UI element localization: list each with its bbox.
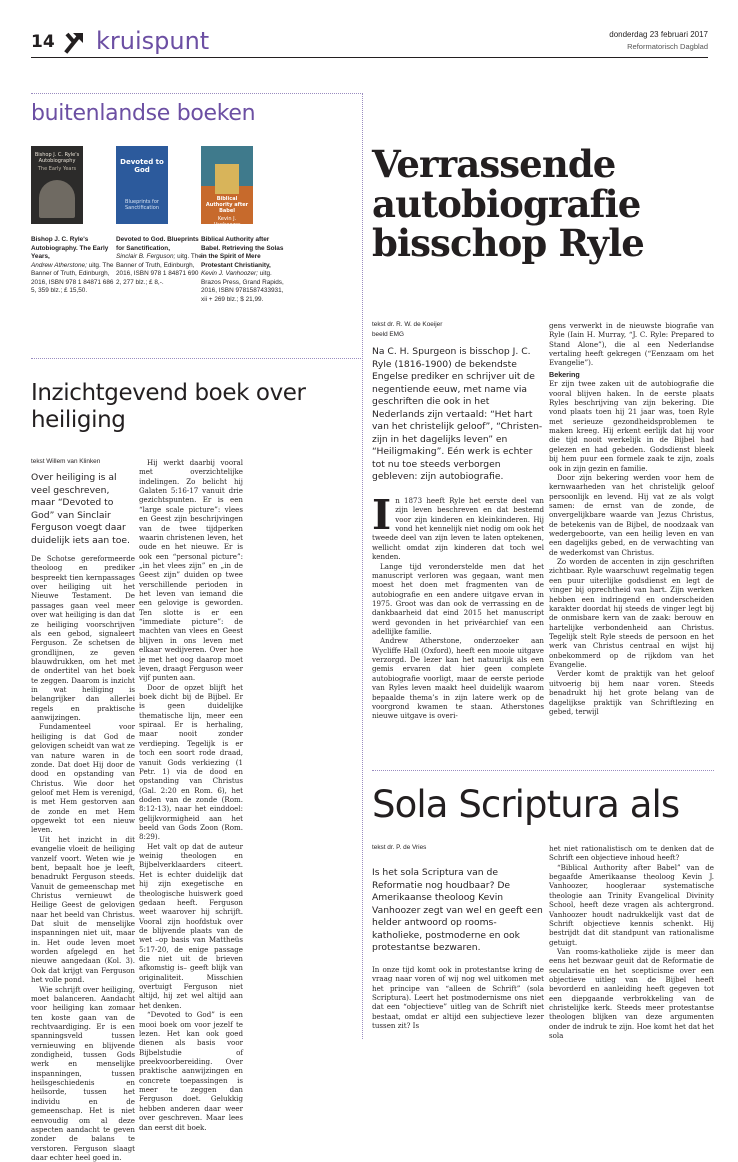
book-cover-devoted — [116, 146, 168, 224]
book-author: Kevin J. Vanhoozer; — [201, 270, 258, 278]
paragraph: Hij werkt daarbij vooral met overzichtelijke indelingen. Zo belicht hij Galaten 5:16-17 vanuit drie gezichtspunten. Er is een “large scale picture”: vlees en Geest zijn beschrijvingen van de twee tijdperken waarin christenen leven, het oude en het nieuwe. Er is ook een “personal picture”: „in het vlees zijn” en „in de Geest zijn” duiden op twee verschillende perioden in het leven van iemand die een gelovige is geworden. Ten slotte is er een “immediate picture”: de machten van vlees en Geest blijven in ons leven met elkaar wedijveren. Over hoe je met het oog daarop moet leven, draagt Ferguson weer vijf punten aan. — [139, 458, 243, 683]
paragraph-first — [372, 491, 544, 562]
book-details: uitg. The Banner of Truth, Edinburgh, 2016, ISBN 978 1 84871 686 5, 359 blz.; £ 15,50. — [31, 261, 114, 295]
paragraph: Het valt op dat de auteur weinig theologen en Bijbelverklaarders citeert. Het is echter duidelijk dat hij zijn exegetische en theologische huiswerk goed gedaan heeft. Ferguson weet waarover hij schrijft. Vooral zijn hoofdstuk over de blijvende plaats van de wet –op basis van Mattheüs 5:17-20, de enige passage die niet uit de brieven afkomstig is– geeft blijk van originaliteit. Misschien overtuigt Ferguson niet altijd, hij zet wel altijd aan het denken. — [139, 841, 243, 1010]
book-info-devoted — [116, 236, 202, 287]
column-divider — [362, 93, 363, 1039]
cover-title: Bishop J. C. Ryle's Autobiography — [34, 152, 80, 164]
book-info-ryle — [31, 236, 117, 296]
article3-lead: Is het sola Scriptura van de Reformatie nog houdbaar? De Amerikaanse theoloog Kevin Vanhoozer zegt van wel en geeft een helder antwoord op rooms-katholieke, postmoderne en ook protestantse bezwaren. — [372, 867, 543, 954]
cover-subtitle: Kevin J. Vanhoozer — [213, 216, 241, 228]
book-title: Bishop J. C. Ryle's Autobiography. The Early Years, — [31, 236, 109, 261]
article3-title: Sola Scriptura als — [372, 783, 680, 826]
paragraph: “Devoted to God” is een mooi boek om voor jezelf te lezen. Het kan ook goed dienen als basis voor Bijbelstudie of preekvoorbereiding. Over praktische aanwijzingen en concrete toepassingen is meer te zeggen dan Ferguson doet. Gelukkig hebben anderen daar weer over geschreven. Maar lees dan eerst dit boek. — [139, 1010, 243, 1132]
drop-cap: I — [372, 491, 392, 539]
book-details: uitg. The Banner of Truth, Edinburgh, 2016, ISBN 978 1 84871 690 2, 277 blz.; £ 8,-. — [116, 253, 202, 286]
book-info-babel — [201, 236, 287, 304]
book-author: Andrew Atherstone; — [31, 261, 87, 269]
paragraph: De Schotse gereformeerde theoloog en prediker bespreekt tien kernpassages over heiliging uit het Nieuwe Testament. De passages gaan veel meer over wat heiliging is dan dat ze heiliging voorschrijven als een gebod, signaleert Ferguson. Ze schetsen de grondlijnen, ze geven blauwdrukken, om het met de ondertitel van het boek te zeggen. Daarom is inzicht in wat heiliging is belangrijker dan allerlei regels en praktische aanwijzingen. — [31, 554, 135, 723]
book-details: uitg. Brazos Press, Grand Rapids, 2016, ISBN 9781587433931, xii + 269 blz.; $ 21,99. — [201, 270, 284, 303]
subheading: Bekering — [549, 369, 580, 379]
book-cover-babel — [201, 146, 253, 228]
article2-photo-credit: beeld EMG — [372, 331, 404, 338]
paragraph: gens verwerkt in de nieuwste biografie van Ryle (Iain H. Murray, “J. C. Ryle: Prepared to Stand Alone”), die al een Nederlandse vertaling heeft gekregen (“Eenzaam om het Evangelie”). — [549, 321, 714, 368]
crossroads-arrow-icon — [64, 30, 86, 54]
book-author: Sinclair B. Ferguson; — [116, 253, 176, 261]
article2-lead: Na C. H. Spurgeon is bisschop J. C. Ryle (1816-1900) de bekendste Engelse prediker en schrijver uit de negentiende eeuw, met name via geschriften die ook in het Nederlands zijn vertaald: “Het hart van het christelijk geloof”, “Christen-zijn in het dagelijks leven” en “Heiligmaking”. Eén werk is echter tot nu toe steeds verborgen gebleven: zijn autobiografie. — [372, 346, 543, 483]
article1-byline: tekst Willem van Klinken — [31, 458, 101, 465]
article1-lead: Over heiliging is al veel geschreven, maar “Devoted to God” van Sinclair Ferguson voegt daar duidelijk iets aan toe. — [31, 472, 130, 546]
page-number: 14 — [31, 32, 55, 52]
cover-title: Biblical Authority after Babel — [205, 196, 249, 214]
cover-title: Devoted to God — [120, 158, 164, 175]
article3-column-1 — [372, 965, 544, 1031]
article3-column-2 — [549, 844, 714, 1041]
paragraph: Wie schrijft over heiliging, moet balanceren. Aandacht voor heiliging kan zomaar ten koste gaan van de rechtvaardiging. Er is een spanningsveld tussen vernieuwing en blijvende zondigheid, tussen Gods werk en menselijke inspanningen, tussen heilsgeschiedenis en heilsorde, tussen het individu en de gemeenschap. Het is niet eenvoudig om al deze aspecten aandacht te geven zonder de balans te verstoren. Ferguson slaagt daar echter heel goed in. — [31, 984, 135, 1162]
article1-title: Inzichtgevend boek over heiliging — [31, 380, 306, 434]
paragraph: Fundamenteel voor heiliging is dat God de gelovigen scheidt van wat ze van nature waren in de zonde. Dat doet Hij door de dood en opstanding van Christus. Wie door het geloof met Hem is verenigd, is met Hem gestorven aan de zonde en met Hem opgewekt tot een nieuw leven. — [31, 722, 135, 835]
newspaper-name: Reformatorisch Dagblad — [627, 42, 708, 51]
paragraph: Andrew Atherstone, onderzoeker aan Wycliffe Hall (Oxford), heeft een mooie uitgave verzorgd. De lezer kan het natuurlijk als een gemis ervaren dat hier geen complete autobiografie voorligt, maar de eerste periode van Ryles leven maakt heel duidelijk waarom bepaalde thema’s in zijn latere werk op de voorgrond kwamen te staan. Atherstones nieuwe uitgave is overi- — [372, 636, 544, 721]
article-separator — [372, 770, 714, 771]
article2-column-1 — [372, 491, 544, 721]
paragraph: Lange tijd veronderstelde men dat het manuscript verloren was gegaan, want men moest het doen met fragmenten van de autobiografie en een andere uitgave ervan in 1975. Groot was dan ook de verrassing en de dankbaarheid dat eind 2015 het manuscript werd gevonden in het privéarchief van een adellijke familie. — [372, 561, 544, 637]
cover-subtitle: Blueprints for Sanctification — [124, 198, 160, 211]
paragraph: Door de opzet blijft het boek dicht bij de Bijbel. Er is geen duidelijke thematische lijn, meer een spiraal. Er is herhaling, maar nooit zonder verdieping. Tegelijk is er toch een soort rode draad, vanuit Gods verkiezing (1 Petr. 1) via de dood en opstanding van Christus (Gal. 2:20 en Rom. 6), het doden van de zonde (Rom. 8:12-13), naar het einddoel: gelijkvormigheid aan het beeld van Gods Zoon (Rom. 8:29). — [139, 682, 243, 842]
books-heading: buitenlandse boeken — [31, 101, 256, 126]
cover-subtitle: The Early Years — [37, 166, 77, 172]
article3-byline: tekst dr. P. de Vries — [372, 844, 427, 851]
books-top-rule — [31, 93, 361, 94]
paragraph: Er zijn twee zaken uit de autobiografie die vooral blijven haken. In de eerste plaats Ryles beschrijving van zijn bekering. Die vond plaats toen hij 21 jaar was, toen Ryle met serieuze gezondheidsproblemen te maken kreeg. Hij erkent eerlijk dat hij voor die tijd nooit werkelijk in de Bijbel had gelezen en had gebeden. Godsdienst bleek bij hem puur een formele zaak te zijn, zoals ook in zijn gezin en familie. — [549, 379, 714, 473]
paragraph: Uit het inzicht in dit evangelie vloeit de heiliging vanzelf voort. Weten wie je bent, bepaalt hoe je leeft, benadrukt Ferguson steeds. Vanuit de gemeenschap met Christus vernieuwt de Heilige Geest de gelovigen naar het beeld van Christus. Dat sluit de menselijke inspanningen niet uit, maar in. Het oude leven moet worden afgelegd en het nieuwe aangedaan (Kol. 3). Ook dat krijgt van Ferguson het volle pond. — [31, 834, 135, 985]
header-rule — [31, 57, 708, 58]
paragraph: In onze tijd komt ook in protestantse kring de vraag naar voren of wij nog wel uitkomen met het principe van “alleen de Schrift” (sola Scriptura). Leert het postmodernisme ons niet dat een “objectieve” uitleg van de Schrift niet bestaat, omdat er altijd een subjectieve lezer tussen zit? Is — [372, 965, 544, 1031]
section-name: kruispunt — [96, 27, 210, 55]
article2-byline: tekst dr. R. W. de Koeijer — [372, 321, 443, 328]
issue-date: donderdag 23 februari 2017 — [609, 30, 708, 39]
article2-title: Verrassende autobiografie bisschop Ryle — [372, 142, 644, 266]
book-cover-ryle — [31, 146, 83, 224]
article2-column-2 — [549, 321, 714, 716]
book-title: Devoted to God. Blueprints for Sanctification, — [116, 236, 199, 252]
paragraph: Verder komt de praktijk van het geloof uitvoerig bij hem naar voren. Steeds benadrukt hij het grote belang van de dagelijkse praktijk van Schriftlezing en gebed, terwijl — [549, 669, 714, 716]
books-bottom-rule — [31, 358, 361, 359]
paragraph: Zo worden de accenten in zijn geschriften zichtbaar. Ryle waarschuwt regelmatig tegen een puur uiterlijke godsdienst en legt de vinger bij oprechtheid van hart. Zijn werken hebben een indringend en onderscheiden karakter doordat hij steeds de vinger legt bij de onmisbare kern van de zaak: berouw en hartelijke verbondenheid aan Christus. Tegelijk stelt Ryle steeds de persoon en het werk van Christus centraal en wijst hij onbekommerd op de rijkdom van het Evangelie. — [549, 557, 714, 670]
article1-column-1 — [31, 554, 135, 1162]
paragraph: Van rooms-katholieke zijde is meer dan eens het bezwaar geuit dat de Reformatie de secularisatie en het scepticisme over een objectieve uitleg van de Bijbel heeft bevorderd en aanleiding heeft gegeven tot een diepgaande verbrokkeling van de christelijke kerk. Steeds meer protestantse theologen blijken van deze argumenten onder de indruk te zijn. Hoe komt het dat het sola — [549, 946, 714, 1041]
book-title: Biblical Authority after Babel. Retrieving the Solas in the Spirit of Mere Protestant Christianity, — [201, 236, 284, 269]
article1-column-2 — [139, 458, 243, 1132]
paragraph: Door zijn bekering werden voor hem de kernwaarheden van het christelijk geloof persoonlijk en levend. Hij vat ze als volgt samen: de ernst van de zonde, de onvergelijkbare waarde van Jezus Christus, de betekenis van de Bijbel, de noodzaak van wedergeboorte, van een heilig leven en van een dagelijks gebed, en de verwachting van de wederkomst van Christus. — [549, 472, 714, 557]
paragraph-first-text: n 1873 heeft Ryle het eerste deel van zijn leven beschreven en dat bestemd voor zijn kinderen en kleinkinderen. Hij vond het kennelijk niet nodig om ook het tweede deel van zijn leven te laten optekenen, wellicht omdat zijn kinderen dat toch wel kenden. — [372, 496, 544, 562]
paragraph: het niet rationalistisch om te denken dat de Schrift een objectieve inhoud heeft? — [549, 844, 714, 863]
paragraph: “Biblical Authority after Babel” van de begaafde Amerikaanse theoloog Kevin J. Vanhoozer, hoogleraar systematische theologie aan Trinity Evangelical Divinity School, heeft deze vragen als achtergrond. Vanhoozer houdt nadrukkelijk vast dat de Schrift objectieve kennis schenkt. Hij bestrijdt dat dit standpunt van rationalisme getuigt. — [549, 862, 714, 947]
